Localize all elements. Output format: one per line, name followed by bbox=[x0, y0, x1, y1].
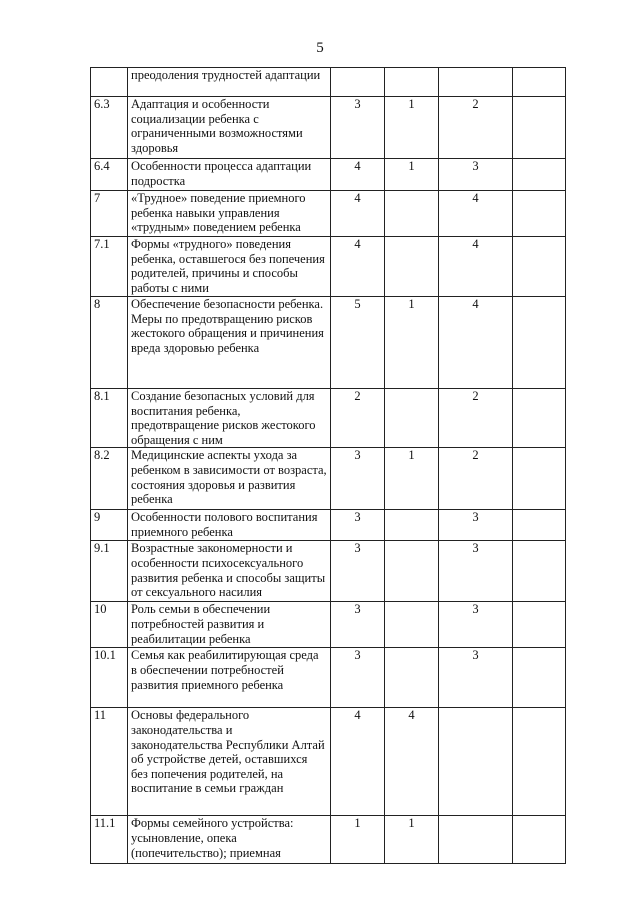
section-number: 9 bbox=[91, 510, 128, 541]
section-number: 11.1 bbox=[91, 816, 128, 864]
section-title: преодоления трудностей адаптации bbox=[128, 68, 331, 97]
table-row bbox=[91, 159, 566, 191]
lecture-hours bbox=[385, 68, 439, 97]
section-number: 8.1 bbox=[91, 389, 128, 448]
total-hours: 3 bbox=[331, 97, 385, 159]
lecture-hours bbox=[385, 648, 439, 708]
lecture-hours bbox=[385, 191, 439, 237]
practice-hours bbox=[439, 68, 513, 97]
section-title: Медицинские аспекты ухода за ребенком в зависимости от возраста, состояния здоровья и развития ребенка bbox=[128, 448, 331, 510]
control-form bbox=[513, 389, 566, 448]
lecture-hours: 1 bbox=[385, 97, 439, 159]
total-hours: 4 bbox=[331, 159, 385, 191]
control-form bbox=[513, 602, 566, 648]
control-form bbox=[513, 68, 566, 97]
control-form bbox=[513, 97, 566, 159]
section-number: 11 bbox=[91, 708, 128, 816]
practice-hours: 3 bbox=[439, 541, 513, 602]
lecture-hours: 1 bbox=[385, 816, 439, 864]
table-row bbox=[91, 708, 566, 816]
practice-hours: 2 bbox=[439, 97, 513, 159]
control-form bbox=[513, 648, 566, 708]
table-row bbox=[91, 191, 566, 237]
practice-hours: 2 bbox=[439, 389, 513, 448]
lecture-hours: 4 bbox=[385, 708, 439, 816]
lecture-hours bbox=[385, 510, 439, 541]
total-hours: 3 bbox=[331, 510, 385, 541]
lecture-hours bbox=[385, 389, 439, 448]
total-hours: 5 bbox=[331, 297, 385, 389]
table-row bbox=[91, 510, 566, 541]
table-row bbox=[91, 297, 566, 389]
section-number bbox=[91, 68, 128, 97]
total-hours: 3 bbox=[331, 648, 385, 708]
section-title: Формы «трудного» поведения ребенка, оставшегося без попечения родителей, причины и способы работы с ними bbox=[128, 237, 331, 297]
practice-hours: 2 bbox=[439, 448, 513, 510]
practice-hours: 4 bbox=[439, 297, 513, 389]
section-number: 10 bbox=[91, 602, 128, 648]
total-hours: 4 bbox=[331, 191, 385, 237]
section-title: Создание безопасных условий для воспитания ребенка, предотвращение рисков жестокого обращения с ним bbox=[128, 389, 331, 448]
table-row bbox=[91, 816, 566, 864]
table-row bbox=[91, 648, 566, 708]
total-hours: 3 bbox=[331, 602, 385, 648]
total-hours bbox=[331, 68, 385, 97]
section-number: 10.1 bbox=[91, 648, 128, 708]
table-row bbox=[91, 97, 566, 159]
practice-hours: 3 bbox=[439, 159, 513, 191]
section-title: Формы семейного устройства: усыновление, опека (попечительство); приемная bbox=[128, 816, 331, 864]
practice-hours: 4 bbox=[439, 191, 513, 237]
table-row bbox=[91, 237, 566, 297]
practice-hours: 3 bbox=[439, 510, 513, 541]
section-title: Роль семьи в обеспечении потребностей развития и реабилитации ребенка bbox=[128, 602, 331, 648]
control-form bbox=[513, 448, 566, 510]
lecture-hours bbox=[385, 237, 439, 297]
total-hours: 3 bbox=[331, 541, 385, 602]
section-number: 6.3 bbox=[91, 97, 128, 159]
section-number: 6.4 bbox=[91, 159, 128, 191]
control-form bbox=[513, 297, 566, 389]
practice-hours bbox=[439, 708, 513, 816]
section-title: Адаптация и особенности социализации ребенка с ограниченными возможностями здоровья bbox=[128, 97, 331, 159]
table-row bbox=[91, 541, 566, 602]
practice-hours bbox=[439, 816, 513, 864]
table-row bbox=[91, 68, 566, 97]
table-row bbox=[91, 448, 566, 510]
section-title: Особенности полового воспитания приемного ребенка bbox=[128, 510, 331, 541]
section-number: 9.1 bbox=[91, 541, 128, 602]
lecture-hours bbox=[385, 541, 439, 602]
control-form bbox=[513, 159, 566, 191]
practice-hours: 3 bbox=[439, 648, 513, 708]
section-title: Возрастные закономерности и особенности психосексуального развития ребенка и способы защиты от сексуального насилия bbox=[128, 541, 331, 602]
control-form bbox=[513, 708, 566, 816]
control-form bbox=[513, 237, 566, 297]
total-hours: 2 bbox=[331, 389, 385, 448]
section-number: 8.2 bbox=[91, 448, 128, 510]
lecture-hours: 1 bbox=[385, 297, 439, 389]
section-title: Семья как реабилитирующая среда в обеспечении потребностей развития приемного ребенка bbox=[128, 648, 331, 708]
practice-hours: 3 bbox=[439, 602, 513, 648]
table-row bbox=[91, 389, 566, 448]
lecture-hours bbox=[385, 602, 439, 648]
section-title: Обеспечение безопасности ребенка. Меры по предотвращению рисков жестокого обращения и причинения вреда здоровью ребенка bbox=[128, 297, 331, 389]
section-title: Особенности процесса адаптации подростка bbox=[128, 159, 331, 191]
total-hours: 4 bbox=[331, 708, 385, 816]
lecture-hours: 1 bbox=[385, 448, 439, 510]
control-form bbox=[513, 191, 566, 237]
section-title: Основы федерального законодательства и законодательства Республики Алтай об устройстве детей, оставшихся без попечения родителей, на воспитание в семьи граждан bbox=[128, 708, 331, 816]
practice-hours: 4 bbox=[439, 237, 513, 297]
total-hours: 1 bbox=[331, 816, 385, 864]
total-hours: 3 bbox=[331, 448, 385, 510]
page-number: 5 bbox=[316, 40, 324, 56]
section-number: 7 bbox=[91, 191, 128, 237]
total-hours: 4 bbox=[331, 237, 385, 297]
section-title: «Трудное» поведение приемного ребенка навыки управления «трудным» поведением ребенка bbox=[128, 191, 331, 237]
section-number: 8 bbox=[91, 297, 128, 389]
control-form bbox=[513, 541, 566, 602]
lecture-hours: 1 bbox=[385, 159, 439, 191]
curriculum-table bbox=[90, 67, 566, 864]
control-form bbox=[513, 816, 566, 864]
table-row bbox=[91, 602, 566, 648]
section-number: 7.1 bbox=[91, 237, 128, 297]
control-form bbox=[513, 510, 566, 541]
